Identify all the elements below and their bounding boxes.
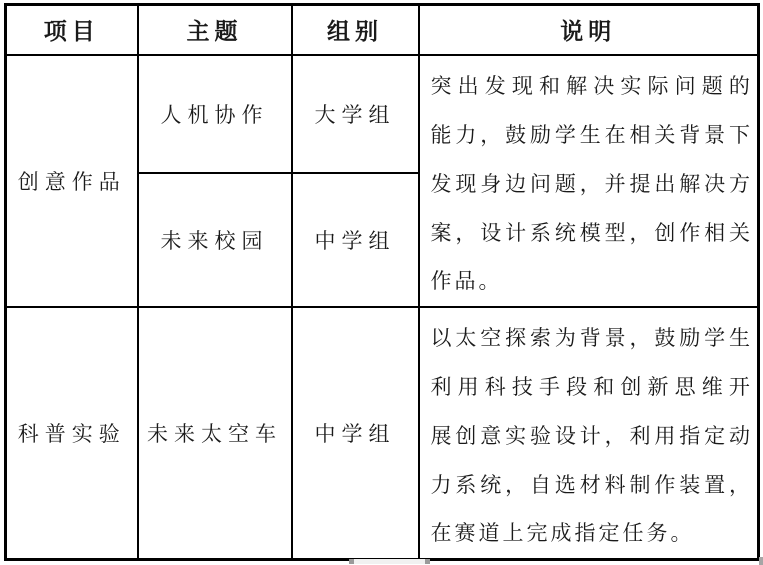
header-description: 说明 [419, 5, 759, 55]
description-line: 在赛道上完成指定任务。 [430, 520, 695, 545]
cell-description-science [419, 307, 759, 560]
description-line: 展 创 意 实 验 设 计 ， 利 用 指 定 动 [430, 424, 750, 448]
cell-group-middle-school-2: 中学组 [292, 307, 419, 560]
cell-group-university: 大学组 [292, 55, 419, 173]
description-line: 作品。 [430, 268, 503, 293]
description-science-text [420, 308, 758, 558]
table-header-row [6, 5, 759, 55]
cell-group-middle-school-1: 中学组 [292, 173, 419, 307]
description-line: 力 系 统 ， 自 选 材 料 制 作 装 置 ， [430, 473, 750, 497]
hscrollbar-cap-right [425, 559, 430, 564]
hscrollbar-cap-left [349, 559, 354, 564]
creative-row-1 [6, 55, 759, 173]
header-project: 项目 [6, 5, 138, 55]
description-creative-text [420, 56, 758, 306]
cell-project-science-experiment: 科普实验 [6, 307, 138, 560]
header-group: 组别 [292, 5, 419, 55]
description-line: 发 现 身 边 问 题 ， 并 提 出 解 决 方 [430, 172, 750, 196]
hscrollbar-thumb-fragment[interactable] [349, 559, 430, 564]
description-line: 能 力 ， 鼓 励 学 生 在 相 关 背 景 下 [430, 123, 750, 147]
description-line: 以 太 空 探 索 为 背 景 ， 鼓 励 学 生 [430, 326, 750, 350]
scrollbar-corner-fragment [759, 557, 763, 565]
description-line: 案 ， 设 计 系 统 模 型 ， 创 作 相 关 [430, 221, 750, 245]
description-line: 利 用 科 技 手 段 和 创 新 思 维 开 [430, 375, 750, 399]
cell-project-creative-works: 创意作品 [6, 55, 138, 307]
description-line: 突 出 发 现 和 解 决 实 际 问 题 的 [430, 74, 750, 98]
cell-theme-future-space-car: 未来太空车 [138, 307, 292, 560]
science-row [6, 307, 759, 560]
cell-description-creative [419, 55, 759, 307]
cell-theme-future-campus: 未来校园 [138, 173, 292, 307]
header-theme: 主题 [138, 5, 292, 55]
cell-theme-human-machine: 人机协作 [138, 55, 292, 173]
competition-categories-table [4, 3, 760, 561]
